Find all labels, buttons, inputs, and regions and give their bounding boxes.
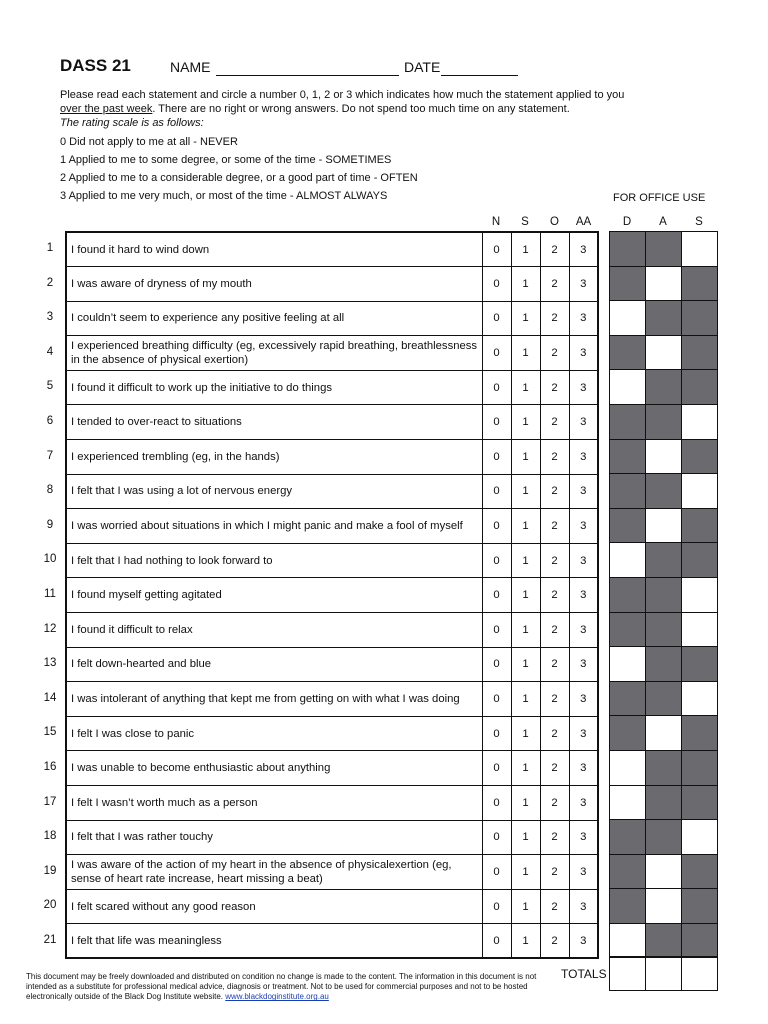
stress-cell — [682, 301, 718, 336]
column-header-stress: S — [695, 216, 703, 228]
rating-option-0[interactable]: 0 — [482, 370, 511, 405]
rating-option-0[interactable]: 0 — [482, 232, 511, 267]
rating-option-1[interactable]: 1 — [511, 232, 540, 267]
rating-option-0[interactable]: 0 — [482, 647, 511, 682]
stress-cell[interactable] — [682, 820, 718, 855]
anxiety-cell[interactable] — [646, 508, 682, 543]
office-use-row — [610, 232, 718, 267]
question-number: 4 — [46, 345, 54, 358]
rating-option-0[interactable]: 0 — [482, 682, 511, 717]
office-use-row — [610, 439, 718, 474]
question-number: 9 — [46, 518, 54, 531]
rating-option-2[interactable]: 2 — [540, 267, 569, 302]
anxiety-cell — [646, 232, 682, 267]
question-row — [66, 751, 598, 786]
rating-option-1[interactable]: 1 — [511, 751, 540, 786]
form-title: DASS 21 — [60, 56, 131, 75]
rating-option-2[interactable]: 2 — [540, 370, 569, 405]
questionnaire-table — [65, 231, 599, 959]
question-row — [66, 855, 598, 890]
rating-option-2[interactable]: 2 — [540, 578, 569, 613]
rating-option-1[interactable]: 1 — [511, 370, 540, 405]
depression-cell — [610, 335, 646, 370]
rating-option-2[interactable]: 2 — [540, 924, 569, 959]
rating-option-0[interactable]: 0 — [482, 509, 511, 544]
rating-option-1[interactable]: 1 — [511, 543, 540, 578]
scale-item-3: 3 Applied to me very much, or most of the time - ALMOST ALWAYS — [60, 190, 388, 202]
question-number: 14 — [43, 691, 57, 704]
question-number: 16 — [43, 761, 57, 773]
rating-option-2[interactable]: 2 — [540, 820, 569, 855]
rating-option-2[interactable]: 2 — [540, 647, 569, 682]
office-use-row — [610, 820, 718, 855]
rating-option-1[interactable]: 1 — [511, 578, 540, 613]
rating-option-3[interactable]: 3 — [569, 301, 598, 336]
question-number: 12 — [43, 622, 57, 635]
rating-option-1[interactable]: 1 — [511, 924, 540, 959]
question-row — [66, 232, 598, 267]
rating-option-2[interactable]: 2 — [540, 509, 569, 544]
column-header-often: O — [550, 216, 559, 228]
question-number: 3 — [46, 311, 54, 324]
rating-option-3[interactable]: 3 — [569, 440, 598, 475]
anxiety-cell — [646, 543, 682, 578]
total-anxiety-cell[interactable] — [646, 957, 682, 991]
rating-option-1[interactable]: 1 — [511, 405, 540, 440]
name-field[interactable] — [216, 75, 399, 76]
anxiety-cell — [646, 612, 682, 647]
rating-option-3[interactable]: 3 — [569, 578, 598, 613]
question-row — [66, 889, 598, 924]
question-row — [66, 578, 598, 613]
question-row — [66, 405, 598, 440]
stress-cell — [682, 508, 718, 543]
stress-cell — [682, 335, 718, 370]
rating-option-0[interactable]: 0 — [482, 336, 511, 371]
depression-cell[interactable] — [610, 785, 646, 820]
depression-cell — [610, 439, 646, 474]
rating-option-0[interactable]: 0 — [482, 716, 511, 751]
question-number: 1 — [46, 242, 54, 254]
instructions-line-1: Please read each statement and circle a number 0, 1, 2 or 3 which indicates how much the statement applied to you — [60, 89, 625, 101]
totals-grid — [609, 956, 718, 991]
question-text: I experienced trembling (eg, in the hands) — [66, 440, 482, 475]
past-week-emphasis: over the past week — [60, 103, 153, 115]
question-number: 17 — [43, 795, 57, 808]
office-use-grid — [609, 231, 718, 958]
instructions-line-2-rest: . There are no right or wrong answers. Do not spend too much time on any statement. — [152, 103, 570, 115]
rating-option-2[interactable]: 2 — [540, 440, 569, 475]
office-use-row — [610, 681, 718, 716]
question-row — [66, 613, 598, 648]
question-text: I found it hard to wind down — [66, 232, 482, 267]
rating-option-1[interactable]: 1 — [511, 786, 540, 821]
depression-cell — [610, 232, 646, 267]
anxiety-cell — [646, 370, 682, 405]
question-number: 18 — [43, 830, 57, 843]
office-use-row — [610, 647, 718, 682]
rating-option-0[interactable]: 0 — [482, 267, 511, 302]
office-use-row — [610, 889, 718, 924]
question-text: I was aware of dryness of my mouth — [66, 267, 482, 302]
depression-cell — [610, 854, 646, 889]
question-number: 5 — [46, 380, 54, 393]
question-number: 8 — [46, 484, 54, 497]
anxiety-cell — [646, 750, 682, 785]
office-use-row — [610, 785, 718, 820]
anxiety-cell — [646, 474, 682, 509]
column-header-never: N — [491, 216, 501, 228]
rating-option-2[interactable]: 2 — [540, 682, 569, 717]
question-row — [66, 682, 598, 717]
anxiety-cell[interactable] — [646, 889, 682, 924]
question-row — [66, 370, 598, 405]
office-use-row — [610, 301, 718, 336]
question-number: 21 — [43, 934, 57, 946]
column-header-sometimes: S — [521, 216, 529, 228]
footer-text: This document may be freely downloaded and distributed on condition no change is made to the content. The information in this document is not intended as a substitute for professional medical advice, diagnosis or treatment. Not to be used for commercial purposes and not to be hosted electronically outside of the Black Dog Institute website. — [26, 972, 537, 1002]
date-label: DATE — [404, 59, 441, 75]
question-row — [66, 924, 598, 959]
depression-cell — [610, 820, 646, 855]
anxiety-cell — [646, 301, 682, 336]
question-text: I experienced breathing difficulty (eg, excessively rapid breathing, breathlessness in the absence of physical exertion) — [66, 336, 482, 371]
rating-option-3[interactable]: 3 — [569, 889, 598, 924]
question-row — [66, 267, 598, 302]
depression-cell[interactable] — [610, 750, 646, 785]
depression-cell[interactable] — [610, 923, 646, 958]
column-header-depression: D — [622, 216, 632, 228]
rating-option-3[interactable]: 3 — [569, 647, 598, 682]
rating-option-1[interactable]: 1 — [511, 267, 540, 302]
office-use-row — [610, 854, 718, 889]
scale-item-0: 0 Did not apply to me at all - NEVER — [60, 136, 238, 148]
question-text: I was intolerant of anything that kept me from getting on with what I was doing — [66, 682, 482, 717]
question-text: I felt scared without any good reason — [66, 889, 482, 924]
rating-option-1[interactable]: 1 — [511, 889, 540, 924]
stress-cell — [682, 923, 718, 958]
depression-cell[interactable] — [610, 543, 646, 578]
rating-option-3[interactable]: 3 — [569, 267, 598, 302]
depression-cell — [610, 889, 646, 924]
totals-label: TOTALS — [561, 967, 607, 981]
rating-option-0[interactable]: 0 — [482, 474, 511, 509]
question-text: I felt I wasn’t worth much as a person — [66, 786, 482, 821]
column-header-almost-always: AA — [575, 216, 592, 228]
stress-cell[interactable] — [682, 474, 718, 509]
scale-item-1: 1 Applied to me to some degree, or some of the time - SOMETIMES — [60, 154, 392, 166]
stress-cell[interactable] — [682, 404, 718, 439]
question-text: I was unable to become enthusiastic about anything — [66, 751, 482, 786]
rating-option-3[interactable]: 3 — [569, 613, 598, 648]
footer-disclaimer — [26, 972, 556, 1003]
rating-option-1[interactable]: 1 — [511, 716, 540, 751]
question-text: I felt that I was rather touchy — [66, 820, 482, 855]
rating-option-3[interactable]: 3 — [569, 682, 598, 717]
anxiety-cell[interactable] — [646, 266, 682, 301]
depression-cell — [610, 681, 646, 716]
rating-option-2[interactable]: 2 — [540, 301, 569, 336]
office-use-row — [610, 508, 718, 543]
question-row — [66, 820, 598, 855]
rating-option-1[interactable]: 1 — [511, 509, 540, 544]
question-row — [66, 336, 598, 371]
rating-option-0[interactable]: 0 — [482, 543, 511, 578]
rating-option-2[interactable]: 2 — [540, 613, 569, 648]
instructions-line-2 — [60, 102, 700, 116]
stress-cell — [682, 647, 718, 682]
anxiety-cell — [646, 681, 682, 716]
rating-option-1[interactable]: 1 — [511, 474, 540, 509]
question-text: I felt down-hearted and blue — [66, 647, 482, 682]
question-text: I was worried about situations in which I might panic and make a fool of myself — [66, 509, 482, 544]
rating-option-3[interactable]: 3 — [569, 370, 598, 405]
stress-cell[interactable] — [682, 612, 718, 647]
rating-option-1[interactable]: 1 — [511, 820, 540, 855]
office-use-row — [610, 612, 718, 647]
office-use-row — [610, 577, 718, 612]
stress-cell — [682, 716, 718, 751]
stress-cell — [682, 889, 718, 924]
question-row — [66, 509, 598, 544]
anxiety-cell — [646, 785, 682, 820]
column-header-anxiety: A — [659, 216, 667, 228]
depression-cell — [610, 508, 646, 543]
question-text: I found it difficult to work up the initiative to do things — [66, 370, 482, 405]
rating-option-1[interactable]: 1 — [511, 440, 540, 475]
question-number: 7 — [46, 449, 54, 462]
question-number: 19 — [43, 864, 57, 877]
depression-cell — [610, 404, 646, 439]
stress-cell — [682, 266, 718, 301]
question-text: I couldn’t seem to experience any positive feeling at all — [66, 301, 482, 336]
question-text: I felt that I had nothing to look forward to — [66, 543, 482, 578]
question-number: 15 — [43, 726, 57, 739]
question-row — [66, 786, 598, 821]
rating-option-3[interactable]: 3 — [569, 405, 598, 440]
rating-option-0[interactable]: 0 — [482, 820, 511, 855]
rating-option-0[interactable]: 0 — [482, 405, 511, 440]
rating-option-0[interactable]: 0 — [482, 889, 511, 924]
rating-option-1[interactable]: 1 — [511, 855, 540, 890]
rating-option-2[interactable]: 2 — [540, 786, 569, 821]
depression-cell[interactable] — [610, 301, 646, 336]
rating-option-0[interactable]: 0 — [482, 751, 511, 786]
scale-item-2: 2 Applied to me to a considerable degree, or a good part of time - OFTEN — [60, 172, 418, 184]
rating-option-3[interactable]: 3 — [569, 786, 598, 821]
depression-cell — [610, 266, 646, 301]
office-use-row — [610, 923, 718, 958]
rating-option-2[interactable]: 2 — [540, 751, 569, 786]
rating-option-0[interactable]: 0 — [482, 440, 511, 475]
rating-option-1[interactable]: 1 — [511, 613, 540, 648]
rating-option-0[interactable]: 0 — [482, 855, 511, 890]
date-field[interactable] — [441, 75, 518, 76]
question-row — [66, 716, 598, 751]
rating-option-3[interactable]: 3 — [569, 716, 598, 751]
anxiety-cell — [646, 404, 682, 439]
question-number: 10 — [43, 553, 57, 566]
rating-option-1[interactable]: 1 — [511, 647, 540, 682]
question-row — [66, 647, 598, 682]
anxiety-cell — [646, 647, 682, 682]
anxiety-cell — [646, 923, 682, 958]
rating-option-2[interactable]: 2 — [540, 336, 569, 371]
office-use-label: FOR OFFICE USE — [613, 192, 706, 204]
stress-cell — [682, 439, 718, 474]
stress-cell — [682, 785, 718, 820]
question-text: I felt that I was using a lot of nervous energy — [66, 474, 482, 509]
question-row — [66, 440, 598, 475]
stress-cell[interactable] — [682, 681, 718, 716]
rating-option-2[interactable]: 2 — [540, 855, 569, 890]
rating-option-3[interactable]: 3 — [569, 474, 598, 509]
rating-option-3[interactable]: 3 — [569, 751, 598, 786]
office-use-row — [610, 474, 718, 509]
rating-option-0[interactable]: 0 — [482, 786, 511, 821]
anxiety-cell — [646, 577, 682, 612]
question-text: I found it difficult to relax — [66, 613, 482, 648]
office-use-row — [610, 335, 718, 370]
office-use-row — [610, 370, 718, 405]
rating-option-2[interactable]: 2 — [540, 474, 569, 509]
question-number: 13 — [43, 657, 57, 670]
rating-option-3[interactable]: 3 — [569, 336, 598, 371]
stress-cell[interactable] — [682, 232, 718, 267]
rating-option-1[interactable]: 1 — [511, 336, 540, 371]
question-text: I was aware of the action of my heart in the absence of physicalexertion (eg, sense of heart rate increase, heart missing a beat) — [66, 855, 482, 890]
rating-option-2[interactable]: 2 — [540, 889, 569, 924]
office-use-row — [610, 543, 718, 578]
question-text: I found myself getting agitated — [66, 578, 482, 613]
rating-option-1[interactable]: 1 — [511, 301, 540, 336]
question-text: I felt that life was meaningless — [66, 924, 482, 959]
office-use-row — [610, 716, 718, 751]
question-number: 2 — [46, 276, 54, 289]
depression-cell[interactable] — [610, 647, 646, 682]
rating-option-0[interactable]: 0 — [482, 924, 511, 959]
rating-option-2[interactable]: 2 — [540, 405, 569, 440]
depression-cell — [610, 716, 646, 751]
anxiety-cell[interactable] — [646, 335, 682, 370]
anxiety-cell[interactable] — [646, 439, 682, 474]
office-use-row — [610, 750, 718, 785]
anxiety-cell[interactable] — [646, 854, 682, 889]
depression-cell — [610, 577, 646, 612]
depression-cell — [610, 612, 646, 647]
rating-option-0[interactable]: 0 — [482, 578, 511, 613]
depression-cell — [610, 474, 646, 509]
rating-option-3[interactable]: 3 — [569, 820, 598, 855]
form-header — [60, 56, 740, 78]
question-number: 11 — [44, 588, 56, 600]
rating-option-2[interactable]: 2 — [540, 543, 569, 578]
office-use-row — [610, 266, 718, 301]
stress-cell — [682, 750, 718, 785]
total-depression-cell[interactable] — [610, 957, 646, 991]
rating-option-3[interactable]: 3 — [569, 924, 598, 959]
question-text: I tended to over-react to situations — [66, 405, 482, 440]
total-stress-cell[interactable] — [682, 957, 718, 991]
question-row — [66, 474, 598, 509]
question-row — [66, 301, 598, 336]
anxiety-cell[interactable] — [646, 716, 682, 751]
rating-option-0[interactable]: 0 — [482, 301, 511, 336]
depression-cell[interactable] — [610, 370, 646, 405]
scale-intro: The rating scale is as follows: — [60, 117, 204, 129]
question-row — [66, 543, 598, 578]
stress-cell — [682, 370, 718, 405]
stress-cell — [682, 543, 718, 578]
stress-cell — [682, 854, 718, 889]
rating-option-3[interactable]: 3 — [569, 509, 598, 544]
question-text: I felt I was close to panic — [66, 716, 482, 751]
stress-cell[interactable] — [682, 577, 718, 612]
name-label: NAME — [170, 59, 211, 75]
rating-option-0[interactable]: 0 — [482, 613, 511, 648]
rating-option-3[interactable]: 3 — [569, 232, 598, 267]
rating-option-2[interactable]: 2 — [540, 232, 569, 267]
anxiety-cell — [646, 820, 682, 855]
rating-option-3[interactable]: 3 — [569, 855, 598, 890]
rating-option-2[interactable]: 2 — [540, 716, 569, 751]
footer-link[interactable]: www.blackdoginstitute.org.au — [225, 992, 329, 1002]
question-number: 20 — [43, 899, 57, 912]
rating-option-1[interactable]: 1 — [511, 682, 540, 717]
rating-option-3[interactable]: 3 — [569, 543, 598, 578]
office-use-row — [610, 404, 718, 439]
question-number: 6 — [46, 415, 54, 427]
